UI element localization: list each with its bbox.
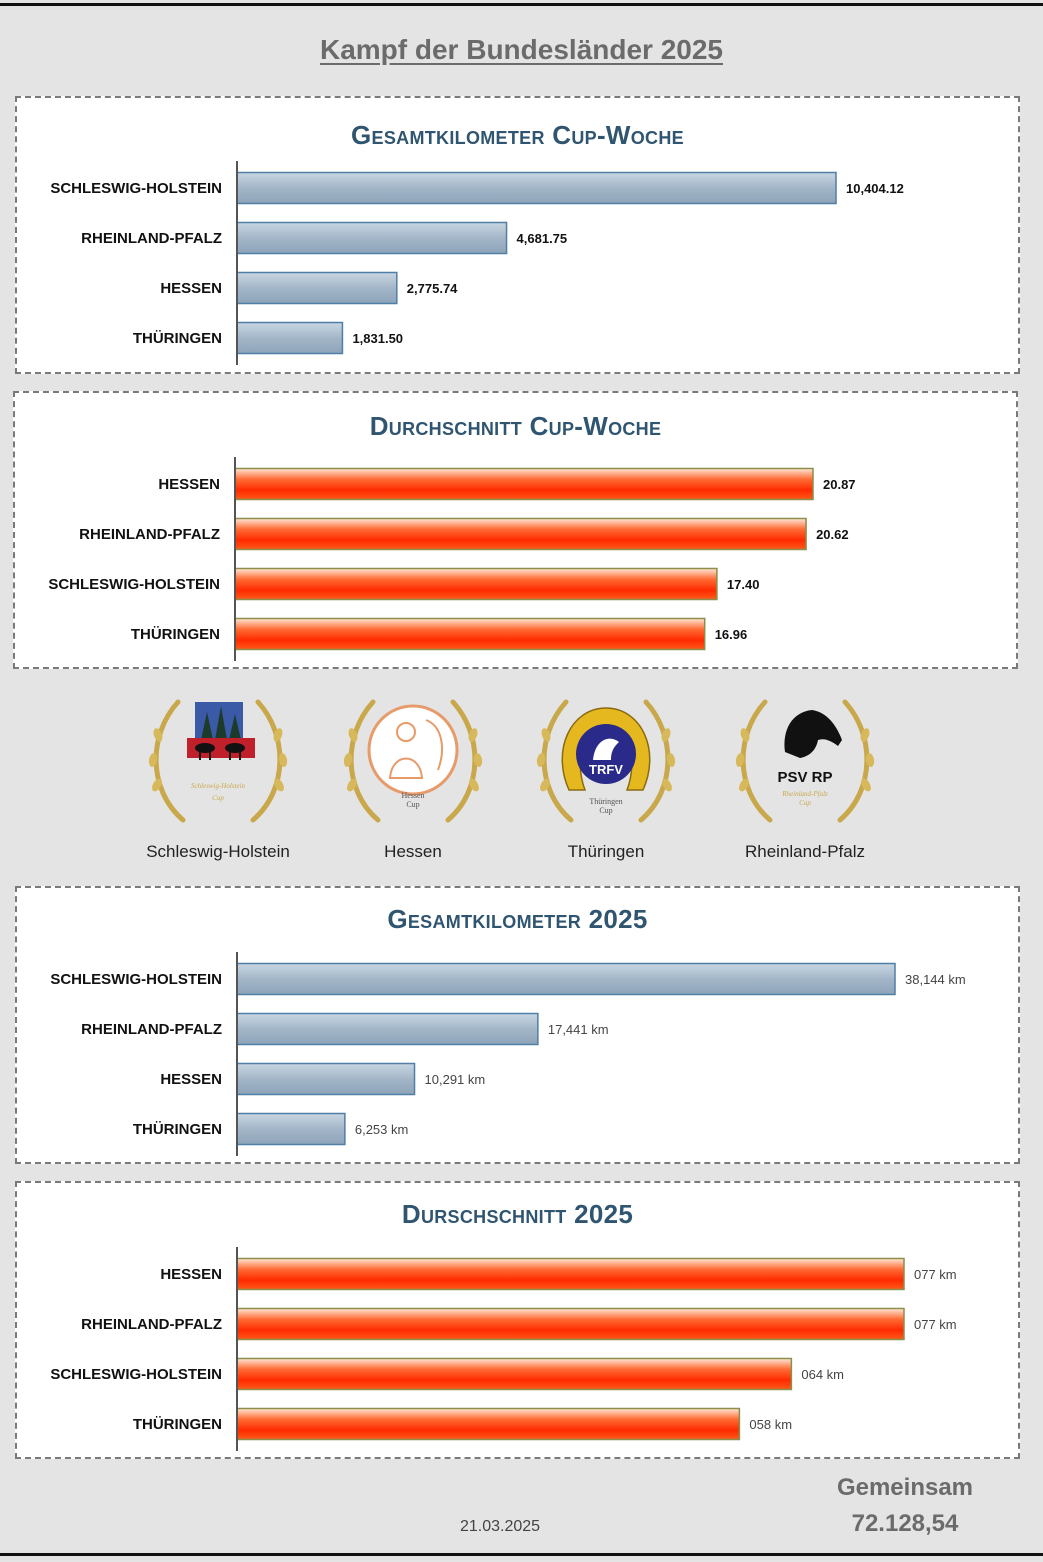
svg-text:Cup: Cup (799, 799, 811, 807)
top-rule (0, 3, 1043, 6)
category-label: THÜRINGEN (130, 626, 220, 643)
category-label: HESSEN (160, 280, 222, 297)
category-label: HESSEN (160, 1266, 222, 1283)
data-label: 1,831.50 (352, 331, 404, 346)
bar (237, 1309, 904, 1340)
chart-title: Durchschnitt Cup-Woche (369, 411, 662, 441)
category-label: RHEINLAND-PFALZ (81, 1021, 222, 1038)
category-label: RHEINLAND-PFALZ (79, 526, 220, 543)
category-label: THÜRINGEN (132, 330, 222, 347)
svg-text:Thüringen: Thüringen (589, 797, 623, 806)
data-label: 20.87 (823, 477, 856, 492)
category-label: SCHLESWIG-HOLSTEIN (50, 971, 222, 988)
logo-caption: Schleswig-Holstein (146, 842, 290, 861)
data-label: 6,253 km (354, 1122, 409, 1137)
data-label: 17.40 (726, 577, 760, 592)
horse-head-emblem-icon (730, 690, 880, 835)
logo-schleswig-holstein (118, 690, 318, 870)
data-label: 077 km (914, 1267, 957, 1282)
logo-hessen (313, 690, 513, 870)
bar (237, 1114, 345, 1145)
bar (235, 619, 705, 650)
category-label: HESSEN (160, 1071, 222, 1088)
logo-thueringen (506, 690, 706, 870)
logo-caption: Rheinland-Pfalz (744, 842, 865, 861)
logo-caption: Thüringen (567, 842, 645, 861)
data-label: 20.62 (816, 527, 849, 542)
logo-rheinland-pfalz (705, 690, 905, 870)
data-label: 058 km (749, 1417, 793, 1432)
total-label: Gemeinsam (836, 1474, 974, 1501)
bar-chart (15, 393, 1020, 671)
horses-forest-emblem-icon (143, 690, 293, 835)
svg-text:TRFV: TRFV (589, 762, 623, 777)
bottom-rule (0, 1553, 1043, 1556)
data-label: 38,144 km (905, 972, 966, 987)
data-label: 077 km (914, 1317, 957, 1332)
category-label: THÜRINGEN (132, 1121, 222, 1138)
category-label: THÜRINGEN (132, 1416, 222, 1433)
chart-panel-2025-average (15, 1181, 1020, 1459)
bar (237, 323, 342, 354)
category-label: RHEINLAND-PFALZ (81, 230, 222, 247)
bar (235, 569, 717, 600)
svg-text:Schleswig-Holstein: Schleswig-Holstein (190, 782, 246, 790)
svg-text:Cup: Cup (406, 800, 420, 809)
svg-text:Cup: Cup (599, 806, 613, 815)
bar (237, 173, 836, 204)
bar (237, 223, 507, 254)
rider-horse-emblem-icon (338, 690, 488, 835)
data-label: 4,681.75 (516, 231, 568, 246)
bar-chart (17, 1183, 1022, 1461)
data-label: 17,441 km (547, 1022, 609, 1037)
bar (235, 469, 813, 500)
category-label: RHEINLAND-PFALZ (81, 1316, 222, 1333)
bar (237, 1064, 415, 1095)
chart-panel-cup-week-average (13, 391, 1018, 669)
bar (237, 1359, 791, 1390)
bar (237, 1259, 904, 1290)
bar (237, 1409, 739, 1440)
chart-panel-2025-total (15, 886, 1020, 1164)
logo-row (0, 690, 1043, 870)
data-label: 2,775.74 (406, 281, 458, 296)
category-label: SCHLESWIG-HOLSTEIN (50, 1366, 222, 1383)
total-value: 72.128,54 (851, 1510, 959, 1537)
bar (237, 964, 895, 995)
bar (237, 273, 397, 304)
category-label: SCHLESWIG-HOLSTEIN (48, 576, 220, 593)
category-label: SCHLESWIG-HOLSTEIN (50, 180, 222, 197)
bar-chart (17, 98, 1022, 376)
data-label: 10,404.12 (846, 181, 904, 196)
svg-text:Hessen: Hessen (401, 791, 425, 800)
bar (235, 519, 806, 550)
horseshoe-horse-emblem-icon (531, 690, 681, 835)
svg-text:Rheinland-Pfalz: Rheinland-Pfalz (782, 790, 828, 798)
category-label: HESSEN (158, 476, 220, 493)
logo-caption: Hessen (384, 842, 442, 861)
bar (237, 1014, 538, 1045)
bar-chart (17, 888, 1022, 1166)
chart-panel-cup-week-total (15, 96, 1020, 374)
chart-title: Durschschnitt 2025 (401, 1199, 634, 1229)
data-label: 16.96 (714, 627, 748, 642)
date-label: 21.03.2025 (459, 1518, 541, 1535)
data-label: 064 km (801, 1367, 845, 1382)
svg-text:PSV RP: PSV RP (777, 769, 833, 786)
svg-text:Cup: Cup (212, 794, 224, 802)
chart-title: Gesamtkilometer 2025 (387, 904, 648, 934)
page-title: Kampf der Bundesländer 2025 (319, 34, 724, 65)
data-label: 10,291 km (424, 1072, 486, 1087)
chart-title: Gesamtkilometer Cup-Woche (351, 120, 684, 150)
